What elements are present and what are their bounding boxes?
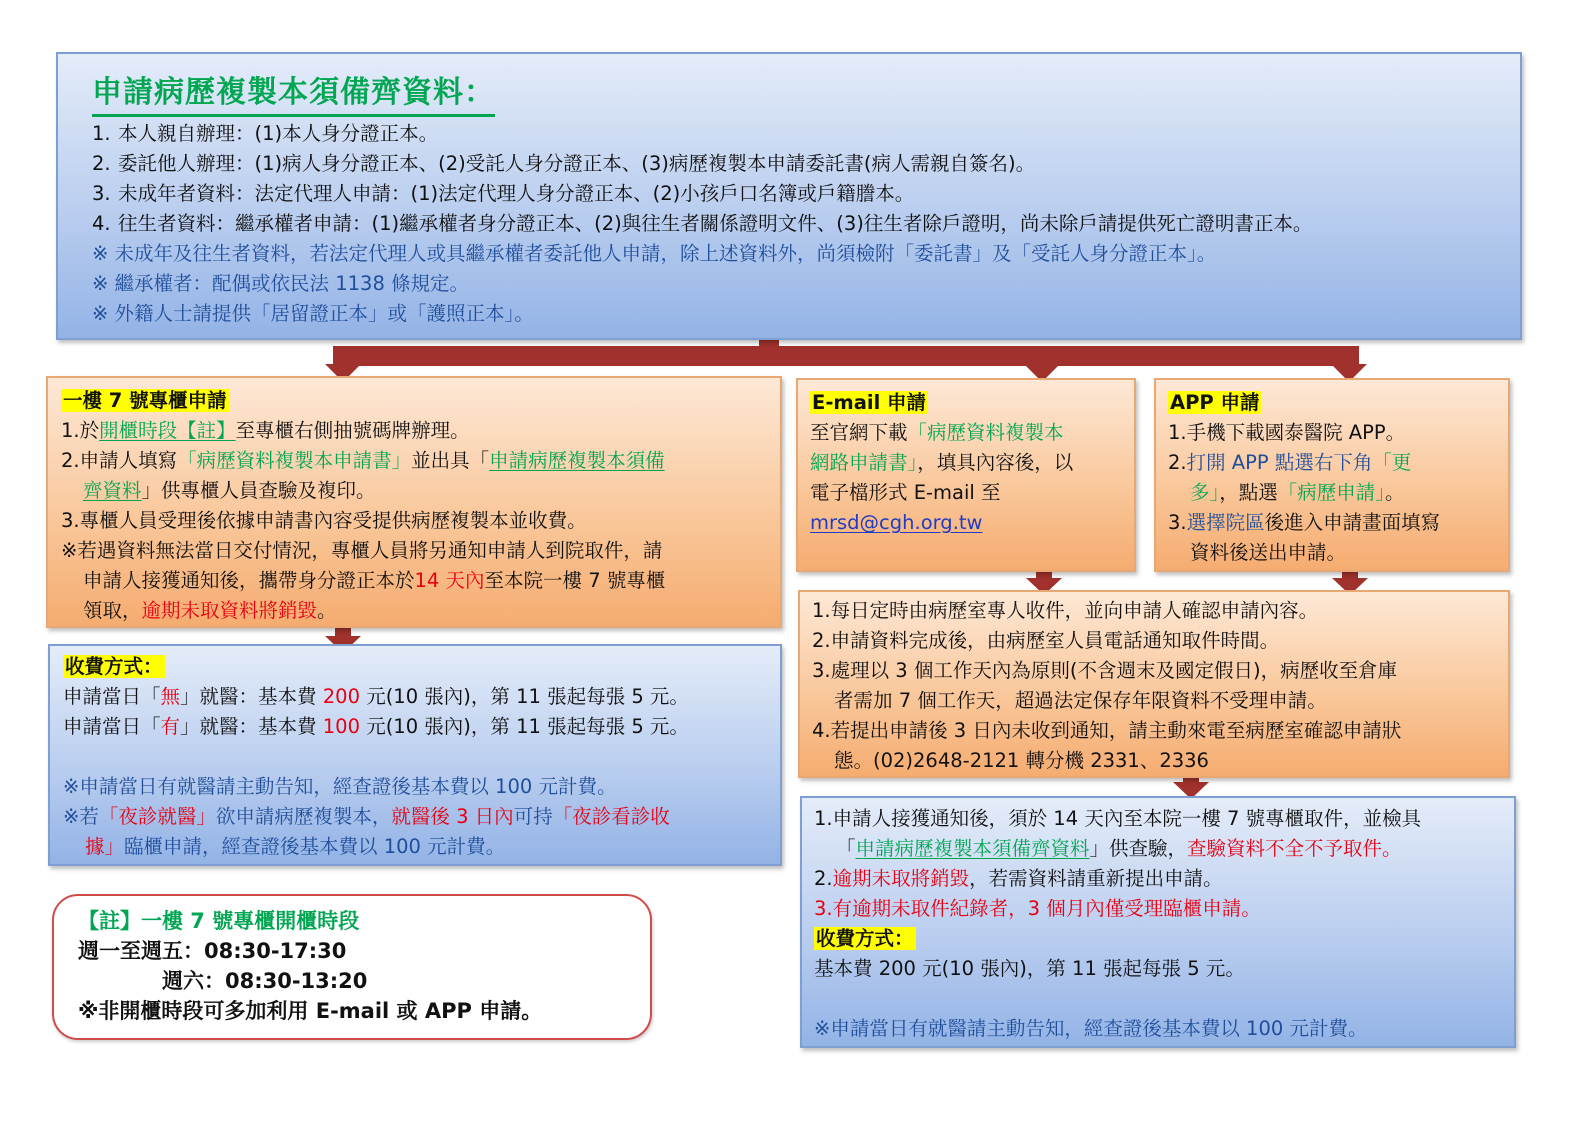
requirement-note: ※ 未成年及往生者資料，若法定代理人或具繼承權者委託他人申請，除上述資料外，尚須檢附「委託書」及「受託人身分證正本」。 — [92, 242, 1217, 265]
fee-no-visit: 申請當日「無」就醫：基本費 200 元(10 張內)，第 11 張起每張 5 元。 — [63, 685, 689, 708]
pickup-box — [800, 796, 1516, 1048]
email-line: 網路申請書」，填具內容後，以 — [810, 451, 1074, 474]
pickup-step-1-cont: 「申請病歷複製本須備齊資料」供查驗，查驗資料不全不予取件。 — [836, 837, 1402, 860]
app-step-3-cont: 資料後送出申請。 — [1190, 541, 1347, 564]
app-title: APP 申請 — [1170, 391, 1260, 414]
stem-email-process — [1036, 572, 1052, 582]
requirement-item: 1. 本人親自辦理：(1)本人身分證正本。 — [92, 122, 439, 145]
pickup-step-2: 2.逾期未取將銷毀，若需資料請重新提出申請。 — [814, 867, 1223, 890]
pickup-fee-title: 收費方式： — [816, 927, 914, 950]
counter-note-cont: 領取，逾期未取資料將銷毀。 — [83, 599, 337, 622]
counter-step-3: 3.專櫃人員受理後依據申請書內容受提供病歷複製本並收費。 — [61, 509, 587, 532]
branch-app — [1339, 346, 1359, 366]
trunk-bar — [333, 346, 1359, 366]
email-application-box — [796, 378, 1136, 572]
requirement-item: 2. 委託他人辦理：(1)病人身分證正本、(2)受託人身分證正本、(3)病歷複製本申請委託書(病人需親自簽名)。 — [92, 152, 1036, 175]
process-step-1: 1.每日定時由病歷室專人收件，並向申請人確認申請內容。 — [812, 599, 1319, 622]
requirements-box — [56, 52, 1522, 340]
email-line: 至官網下載「病歷資料複製本 — [810, 421, 1064, 444]
branch-email — [1032, 346, 1052, 366]
requirement-note: ※ 繼承權者：配偶或依民法 1138 條規定。 — [92, 272, 470, 295]
stem-process-pickup — [1183, 778, 1199, 786]
stem-app-process — [1342, 572, 1358, 582]
app-step-1: 1.手機下載國泰醫院 APP。 — [1168, 421, 1406, 444]
app-step-3: 3.選擇院區後進入申請畫面填寫 — [1168, 511, 1441, 534]
process-step-4-cont: 態。(02)2648-2121 轉分機 2331、2336 — [834, 749, 1209, 772]
pickup-note: ※申請當日有就醫請主動告知，經查證後基本費以 100 元計費。 — [814, 1017, 1368, 1040]
requirements-title: 申請病歷複製本須備齊資料： — [92, 72, 495, 117]
fee-title: 收費方式： — [65, 655, 163, 678]
counter-step-2-cont: 齊資料」供專櫃人員查驗及複印。 — [83, 479, 376, 502]
opening-hours-box — [52, 894, 652, 1040]
requirement-item: 4. 往生者資料：繼承權者申請：(1)繼承權者身分證正本、(2)與往生者關係證明文件、(3)往生者除戶證明，尚未除戶請提供死亡證明書正本。 — [92, 212, 1313, 235]
counter-title: 一樓 7 號專櫃申請 — [63, 389, 227, 412]
counter-note-cont: 申請人接獲通知後，攜帶身分證正本於14 天內至本院一樓 7 號專櫃 — [83, 569, 666, 592]
fee-note-1: ※申請當日有就醫請主動告知，經查證後基本費以 100 元計費。 — [63, 775, 617, 798]
counter-step-2: 2.申請人填寫「病歷資料複製本申請書」並出具「申請病歷複製本須備 — [61, 449, 665, 472]
branch-counter — [333, 346, 353, 366]
counter-application-box — [46, 376, 782, 628]
requirements-list — [92, 119, 1520, 329]
requirement-note: ※ 外籍人士請提供「居留證正本」或「護照正本」。 — [92, 302, 534, 325]
email-address-link[interactable]: mrsd@cgh.org.tw — [810, 511, 983, 534]
saturday-hours: 週六：08:30-13:20 — [162, 969, 368, 993]
counter-note: ※若遇資料無法當日交付情況，專櫃人員將另通知申請人到院取件，請 — [61, 539, 663, 562]
requirement-item: 3. 未成年者資料：法定代理人申請：(1)法定代理人身分證正本、(2)小孩戶口名簿或戶籍謄本。 — [92, 182, 915, 205]
opening-hours-title: 【註】一樓 7 號專櫃開櫃時段 — [78, 909, 360, 933]
counter-step-1: 1.於開櫃時段【註】至專櫃右側抽號碼牌辦理。 — [61, 419, 470, 442]
app-step-2-cont: 多」，點選「病歷申請」。 — [1190, 481, 1405, 504]
hours-note: ※非開櫃時段可多加利用 E-mail 或 APP 申請。 — [78, 999, 543, 1023]
processing-box — [798, 590, 1510, 778]
process-step-3-cont: 者需加 7 個工作天，超過法定保存年限資料不受理申請。 — [834, 689, 1327, 712]
pickup-step-1: 1.申請人接獲通知後，須於 14 天內至本院一樓 7 號專櫃取件，並檢具 — [814, 807, 1422, 830]
stem-counter-fee — [335, 628, 351, 640]
pickup-step-3: 3.有逾期未取件紀錄者，3 個月內僅受理臨櫃申請。 — [814, 897, 1261, 920]
fee-box — [48, 644, 782, 866]
fee-note-2: ※若「夜診就醫」欲申請病歷複製本，就醫後 3 日內可持「夜診看診收 — [63, 805, 670, 828]
process-step-3: 3.處理以 3 個工作天內為原則(不含週末及國定假日)，病歷收至倉庫 — [812, 659, 1398, 682]
email-title: E-mail 申請 — [812, 391, 927, 414]
email-line: 電子檔形式 E-mail 至 — [810, 481, 1001, 504]
process-step-4: 4.若提出申請後 3 日內未收到通知，請主動來電至病歷室確認申請狀 — [812, 719, 1402, 742]
process-step-2: 2.申請資料完成後，由病歷室人員電話通知取件時間。 — [812, 629, 1280, 652]
fee-with-visit: 申請當日「有」就醫：基本費 100 元(10 張內)，第 11 張起每張 5 元。 — [63, 715, 689, 738]
app-step-2: 2.打開 APP 點選右下角「更 — [1168, 451, 1412, 474]
fee-note-2-cont: 據」臨櫃申請，經查證後基本費以 100 元計費。 — [85, 835, 506, 858]
pickup-fee: 基本費 200 元(10 張內)，第 11 張起每張 5 元。 — [814, 957, 1245, 980]
app-application-box — [1154, 378, 1510, 572]
weekday-hours: 週一至週五：08:30-17:30 — [78, 939, 347, 963]
